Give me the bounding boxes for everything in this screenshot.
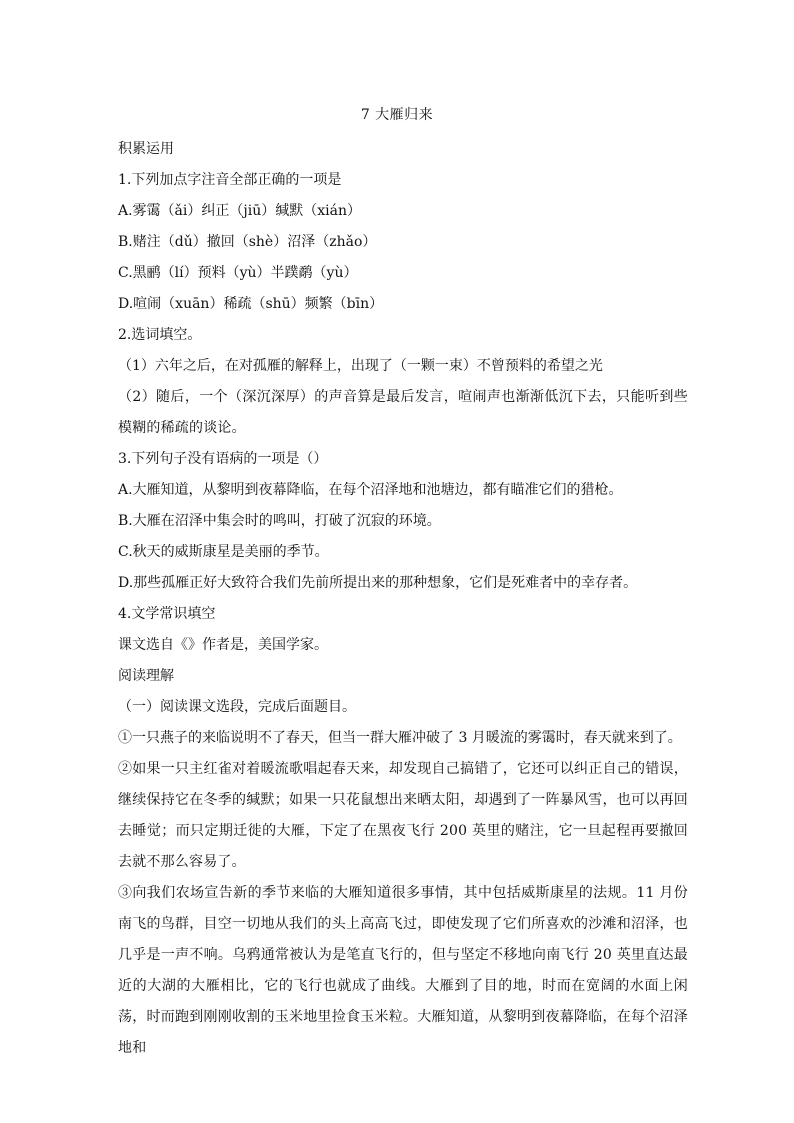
question-1-option-a: A.雾霭（ǎi）纠正（jiū）缄默（xián） [118, 203, 361, 219]
passage-paragraph-3: ③向我们农场宣告新的季节来临的大雁知道很多事情，其中包括威斯康星的法规。11 月份南飞的鸟群，目空一切地从我们的头上高高飞过，即使发现了它们所喜欢的沙滩和沼泽，也几乎是一声不响。乌鸦通常被认为是笔直飞行的，但与坚定不移地向南飞行 20 英里直达最近的大湖的大雁相比，它的飞行也就成了曲线。大雁到了目的地，时而在宽阔的水面上闲荡，时而跑到刚刚收割的玉米地里捡食玉米粒。大雁知道，从黎明到夜幕降临，在每个沼泽地和 [118, 885, 688, 1056]
question-3-option-a: A.大雁知道，从黎明到夜幕降临，在每个沼泽地和池塘边，都有瞄准它们的猎枪。 [118, 482, 623, 498]
section-heading-reading: 阅读理解 [118, 668, 174, 684]
question-2-item-2: （2）随后，一个（深沉深厚）的声音算是最后发言，喧闹声也渐渐低沉下去，只能听到些模糊的稀疏的谈论。 [118, 389, 688, 436]
question-3-stem: 3.下列句子没有语病的一项是（） [118, 451, 328, 467]
question-2-stem: 2.选词填空。 [118, 327, 202, 343]
reading-instruction: （一）阅读课文选段，完成后面题目。 [118, 699, 356, 715]
lesson-title: 7 大雁归来 [360, 107, 434, 123]
question-1-option-d: D.喧闹（xuān）稀疏（shū）频繁（bīn） [118, 296, 384, 312]
section-heading-practice: 积累运用 [118, 141, 174, 157]
document-body [118, 134, 688, 1064]
question-2-item-1: （1）六年之后，在对孤雁的解释上，出现了（一颗一束）不曾预料的希望之光 [118, 358, 603, 374]
question-1-option-b: B.赌注（dǔ）撤回（shè）沼泽（zhǎo） [118, 234, 377, 250]
question-3-option-d: D.那些孤雁正好大致符合我们先前所提出来的那种想象，它们是死难者中的幸存者。 [118, 575, 638, 591]
passage-paragraph-1: ①一只燕子的来临说明不了春天，但当一群大雁冲破了 3 月暖流的雾霭时，春天就来到了。 [118, 730, 682, 746]
question-3-option-b: B.大雁在沼泽中集会时的鸣叫，打破了沉寂的环境。 [118, 513, 441, 529]
question-1-option-c: C.黑鹂（lí）预料（yù）半蹼鹬（yù） [118, 265, 358, 281]
question-4-stem: 4.文学常识填空 [118, 606, 216, 622]
question-4-blank: 课文选自《》作者是，美国学家。 [118, 637, 328, 653]
passage-paragraph-2: ②如果一只主红雀对着暖流歌唱起春天来，却发现自己搞错了，它还可以纠正自己的错误，继续保持它在冬季的缄默；如果一只花鼠想出来晒太阳，却遇到了一阵暴风雪，也可以再回去睡觉；而只定期迁徙的大雁，下定了在黑夜飞行 200 英里的赌注，它一旦起程再要撤回去就不那么容易了。 [118, 761, 688, 870]
question-1-stem: 1.下列加点字注音全部正确的一项是 [118, 172, 342, 188]
question-3-option-c: C.秋天的威斯康星是美丽的季节。 [118, 544, 329, 560]
